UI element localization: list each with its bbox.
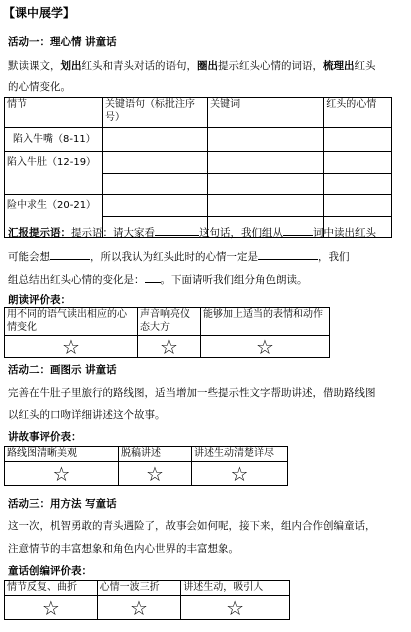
- story-eval-heading: 讲故事评价表：: [8, 431, 82, 443]
- stars-row: [5, 596, 290, 620]
- blank-cell[interactable]: [324, 128, 392, 152]
- table-row: [5, 152, 392, 174]
- blank-cell[interactable]: [103, 195, 208, 217]
- star-icon[interactable]: ☆: [181, 596, 290, 620]
- activity1-instruction-line2: 的心情变化。: [8, 81, 71, 93]
- criterion-cell: 情节反复、曲折: [5, 581, 98, 596]
- criterion-cell: 声音响亮仪态大方: [138, 308, 201, 336]
- table-row: [5, 128, 392, 152]
- activity2-heading: 活动二：画图示 讲童话: [8, 364, 117, 376]
- header-cell: 红头的心情: [324, 98, 392, 128]
- blank-line[interactable]: [145, 271, 161, 283]
- blank-cell[interactable]: [103, 174, 208, 195]
- row-label: 险中求生（20-21）: [5, 195, 103, 238]
- stars-row: [5, 462, 288, 486]
- blank-line[interactable]: [283, 224, 313, 236]
- criterion-cell: 讲述生动清楚详尽: [192, 447, 288, 462]
- star-icon[interactable]: ☆: [138, 336, 201, 358]
- table-row: [5, 195, 392, 217]
- row-label: 陷入牛肚（12-19）: [5, 152, 103, 195]
- blank-cell[interactable]: [208, 152, 324, 174]
- blank-cell[interactable]: [208, 174, 324, 195]
- header-cell: 关键语句（标批注序号）: [103, 98, 208, 128]
- criterion-cell: 用不同的语气读出相应的心情变化: [5, 308, 138, 336]
- hint-line-3: 组总结出红头心情的变化是： 。下面请听我们组分角色朗读。: [8, 271, 308, 287]
- hint-line-1: 汇报提示语：提示语：请大家看 这句话，我们组从 词中读出红头: [8, 224, 376, 240]
- criterion-cell: 路线图清晰美观: [5, 447, 119, 462]
- star-icon[interactable]: ☆: [192, 462, 288, 486]
- blank-line[interactable]: [258, 248, 318, 260]
- create-eval-table: [4, 580, 290, 620]
- blank-cell[interactable]: [103, 152, 208, 174]
- activity2-line-1: 完善在牛肚子里旅行的路线图，适当增加一些提示性文字帮助讲述，借助路线图: [8, 387, 376, 399]
- criteria-row: [5, 308, 330, 336]
- stars-row: [5, 336, 330, 358]
- row-label: 陷入牛嘴（8-11）: [5, 128, 103, 152]
- star-icon[interactable]: ☆: [5, 336, 138, 358]
- criteria-row: [5, 581, 290, 596]
- activity1-heading: 活动一：理心情 讲童话: [8, 36, 117, 48]
- activity2-line-2: 以红头的口吻详细讲述这个故事。: [8, 409, 166, 421]
- blank-cell[interactable]: [324, 174, 392, 195]
- star-icon[interactable]: ☆: [5, 596, 98, 620]
- reading-eval-heading: 朗读评价表：: [8, 294, 71, 306]
- criterion-cell: 能够加上适当的表情和动作: [201, 308, 330, 336]
- activity1-instruction: 默读课文，划出红头和青头对话的语句，圈出提示红头心情的词语，梳理出红头: [8, 60, 376, 72]
- star-icon[interactable]: ☆: [97, 596, 181, 620]
- star-icon[interactable]: ☆: [119, 462, 192, 486]
- section-title: 【课中展学】: [3, 6, 76, 20]
- blank-cell[interactable]: [324, 195, 392, 217]
- blank-cell[interactable]: [208, 195, 324, 217]
- activity3-heading: 活动三：用方法 写童话: [8, 498, 117, 510]
- blank-cell[interactable]: [324, 152, 392, 174]
- criterion-cell: 心情一波三折: [97, 581, 181, 596]
- hint-line-2: 可能会想 ，所以我认为红头此时的心情一定是 ，我们: [8, 248, 350, 264]
- criteria-row: [5, 447, 288, 462]
- blank-line[interactable]: [155, 224, 199, 236]
- criterion-cell: 脱稿讲述: [119, 447, 192, 462]
- reading-eval-table: [4, 307, 330, 358]
- plot-table: [4, 97, 392, 238]
- blank-line[interactable]: [50, 248, 90, 260]
- blank-cell[interactable]: [208, 128, 324, 152]
- criterion-cell: 讲述生动，吸引人: [181, 581, 290, 596]
- star-icon[interactable]: ☆: [5, 462, 119, 486]
- plot-table-header: [5, 98, 392, 128]
- star-icon[interactable]: ☆: [201, 336, 330, 358]
- activity3-line-1: 这一次，机智勇敢的青头遇险了，故事会如何呢，接下来，组内合作创编童话，: [8, 520, 376, 532]
- story-eval-table: [4, 446, 288, 486]
- blank-cell[interactable]: [103, 128, 208, 152]
- activity3-line-2: 注意情节的丰富想象和角色内心世界的丰富想象。: [8, 543, 239, 555]
- header-cell: 情节: [5, 98, 103, 128]
- header-cell: 关键词: [208, 98, 324, 128]
- create-eval-heading: 童话创编评价表：: [8, 565, 92, 577]
